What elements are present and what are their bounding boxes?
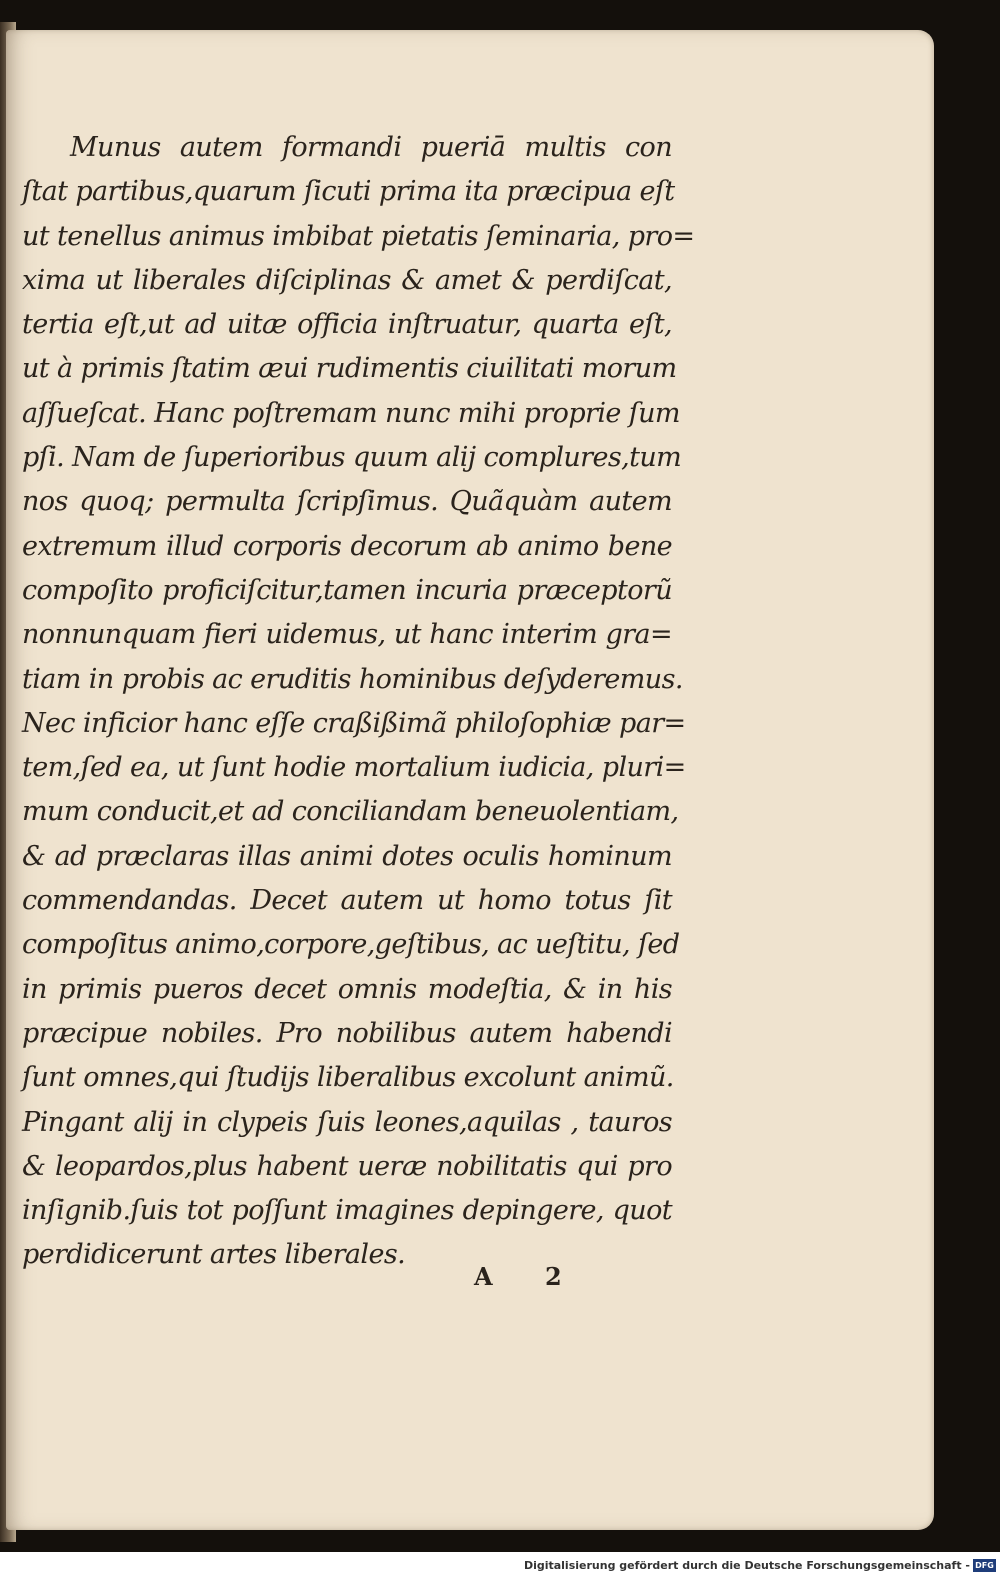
text-line: aſſueſcat. Hanc poſtremam nunc mihi proprie ſum [22,397,680,429]
text-line: Pingant alij in clypeis ſuis leones,aquilas , tauros [22,1106,672,1138]
text-line: perdidicerunt artes liberales. [22,1239,406,1271]
text-line: nonnunquam fieri uidemus, ut hanc interim gra= [22,619,672,651]
text-line: tertia eſt,ut ad uitæ officia inſtruatur, quarta eſt, [22,309,672,341]
dfg-logo: DFG [973,1559,996,1572]
text-line: in primis pueros decet omnis modeſtia, & in his [22,973,672,1005]
body-text [22,126,695,1278]
funding-credit: Digitalisierung gefördert durch die Deutsche Forschungsgemeinschaft - [523,1559,970,1572]
footer-bar [0,1552,1000,1585]
text-line: tem,ſed ea, ut ſunt hodie mortalium iudicia, pluri= [22,752,686,784]
text-line: ut à primis ſtatim æui rudimentis ciuilitati morum [22,353,677,385]
text-line: tiam in probis ac eruditis hominibus deſyderemus. [22,663,683,695]
signature-mark: A 2 [474,1262,584,1291]
text-line: commendandas. Decet autem ut homo totus ſit [22,885,672,917]
text-line: Nec inficior hanc eſſe craßißimã philoſophiæ par= [22,707,686,739]
text-line: inſignib.ſuis tot poſſunt imagines depingere, quot [22,1195,672,1227]
text-line: extremum illud corporis decorum ab animo bene [22,530,672,562]
text-line: & leopardos,plus habent ueræ nobilitatis qui pro [22,1150,672,1182]
text-line: ſunt omnes,qui ſtudijs liberalibus excolunt animũ. [22,1062,674,1094]
text-line: præcipue nobiles. Pro nobilibus autem habendi [22,1017,672,1049]
text-line: compoſito proficiſcitur,tamen incuria præceptorũ [22,574,672,606]
text-line: & ad præclaras illas animi dotes oculis hominum [22,840,672,872]
text-line: ut tenellus animus imbibat pietatis ſeminaria, pro= [22,220,695,252]
text-line: compoſitus animo,corpore,geſtibus, ac ueſtitu, ſed [22,929,680,961]
text-line: ſtat partibus,quarum ſicuti prima ita præcipua eſt [22,176,675,208]
text-line: Munus autem formandi pueriā multis con [70,132,672,163]
text-line: mum conducit,et ad conciliandam beneuolentiam, [22,796,679,828]
text-line: xima ut liberales diſciplinas & amet & perdiſcat, [22,264,672,296]
text-line: nos quoq; permulta ſcripſimus. Quãquàm autem [22,486,672,518]
book-page [6,30,934,1530]
text-line: pſi. Nam de ſuperioribus quum alij complures,tum [22,442,682,474]
